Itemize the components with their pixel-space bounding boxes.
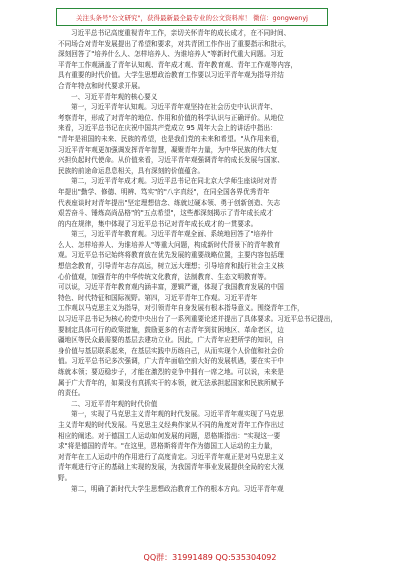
paragraph-line: 想信念教育，引导青年志存高远，树立远大理想；引导培育和践行社会主义核	[58, 262, 284, 271]
paragraph-line: 青年观进行守正的基础上实现的发展，为我国青年事业发展提供全局的宏大视	[58, 463, 284, 472]
paragraph-line: 练就本领；要迈稳步子，才能在激烈的竞争中拥有一席之地。可以说，未来是	[58, 368, 284, 376]
contact-footer: QQ群：31991489 QQ:535304092	[143, 553, 277, 562]
paragraph-line: 特色、时代特征和国际视野。第四，习近平青年工作观。习近平青年	[58, 293, 258, 302]
paragraph-line: 观。习近平总书记始终将教育放在优先发展的重要战略位置，主要内容包括理	[58, 251, 284, 260]
paragraph-line: 第三，习近平青年教育观。习近平青年观全面、系统地回答了"培养什	[71, 230, 274, 239]
paragraph-line: 深刻回答了"培养什么人、怎样培养人、为谁培养人"等新时代重大问题。习近	[58, 50, 284, 59]
paragraph-line: 第二，明确了新时代大学生思想政治教育工作的根本方向。习近平青年观	[71, 484, 284, 493]
paragraph-line: 考察青年，形成了对青年的地位、作用和价值的科学认识与正确评价。从地位	[58, 113, 284, 122]
paragraph-line: 第一，习近平青年认知观。习近平青年观坚持在社会历史中认识青年、	[71, 103, 277, 112]
paragraph-line: 合青年特点和时代要求开展。	[58, 81, 145, 90]
paragraph-line: 第二，习近平青年成才观。习近平总书记在同北京大学师生座谈时对青	[71, 177, 277, 186]
paragraph-line: 属于广大青年的，如果没有真抓实干的本领，就无法承担起国家和民族所赋予	[58, 378, 284, 387]
paragraph-line: 兴担负起时代使命。从价值来看，习近平青年观强调青年的成长发展与国家、	[58, 156, 284, 165]
paragraph-line: 的责任。	[58, 389, 85, 398]
paragraph-line: 野。	[58, 473, 72, 482]
paragraph-line: 民族的前途命运息息相关，具有深刻的价值蕴含。	[58, 166, 205, 175]
paragraph-line: 心价值观，加强青年的中华传统文化教育，法制教育、生态文明教育等。	[58, 272, 271, 281]
paragraph-line: 第一，实现了马克思主义青年观的时代发展。习近平青年观实现了马克思	[71, 410, 284, 419]
paragraph-line: 求"将是德国的青年。"在这里，恩格斯将青年作为德国工人运动的主力量，	[58, 442, 277, 451]
paragraph-line: 的内在规律，集中体现了习近平总书记对青年成长成才的一贯要求。	[58, 219, 258, 228]
paragraph-line: 平青年工作观涵盖了青年认知观、青年成才观、青年教育观、青年工作观等内容，	[58, 60, 298, 69]
paragraph-line: 具有重要的时代价值。大学生思想政治教育工作要以习近平青年观为指导并结	[58, 71, 284, 80]
paragraph-line: 习近平总书记高度重视青年工作，亲切关怀青年的成长成才，在不同时间、	[71, 29, 291, 37]
paragraph-line: 相应的阐述。对于德国工人运动如何发展的问题，恩格斯指出："实现这一要	[58, 431, 281, 440]
paragraph-line: 不同场合对青年发展提出了希望和要求，对共青团工作作出了重要指示和批示，	[58, 39, 291, 48]
paragraph-line: 一、习近平青年观的核心要义	[71, 92, 158, 101]
paragraph-line: 代表座谈时对青年提出"坚定理想信念、练就过硬本领、勇于创新创造、矢志	[58, 198, 281, 207]
paragraph-line: 来看，习近平总书记在庆祝中国共产党成立 95 周年大会上的讲话中指出：	[58, 124, 277, 133]
paragraph-line: 么人、怎样培养人、为谁培养人"等重大问题，构成新时代背景下的青年教育	[58, 240, 281, 249]
document-body	[58, 28, 350, 494]
paragraph-line: 可以说，习近平青年教育观内涵丰富，逻辑严谨，体现了我国教育发展的中国	[58, 283, 284, 292]
paragraph-line: 疆地区等民众最需要的基层去建功立业。因此，广大青年应把所学的知识，自	[58, 336, 284, 345]
paragraph-line: 对青年在工人运动中的作用进行了高度肯定。习近平青年观正是对马克思主义	[58, 452, 284, 461]
promo-banner: 关注头条号"公文研究"，获得最新最全最专业的公文资料库！ 微信：gongwenyj	[56, 8, 328, 26]
paragraph-line: 习近平青年观更加强调发挥青年智慧，凝聚青年力量，为中华民族的伟大复	[58, 145, 278, 154]
paragraph-line: 值。习近平总书记多次强调，广大青年面临空前大好的发展机遇，要在实干中	[58, 357, 284, 366]
paragraph-line: 艰苦奋斗、锤炼高尚品格"的"五点希望"，这些都深刻揭示了青年成长成才	[58, 209, 274, 218]
paragraph-line: "青年是祖国的未来、民族的希望，也是我们党的未来和希望。"从作用来看，	[58, 134, 284, 143]
paragraph-line: 主义青年观的时代发展。马克思主义经典作家从不同的角度对青年工作作出过	[58, 420, 284, 429]
paragraph-line: 工作观以马克思主义为指导，对引领青年自身发展有根本指导意义。围绕青年工作，	[58, 304, 304, 313]
paragraph-line: 二、习近平青年观的时代价值	[71, 399, 158, 408]
paragraph-line: 身价值与基层联系起来，在基层实践中历练自己，从而实现个人价值和社会价	[58, 346, 284, 355]
paragraph-line: 年提出"勤学、修德、明辨、笃实"的"八字真经"，在同全国各界优秀青年	[58, 187, 270, 196]
paragraph-line: 要制定具体可行的政策措施，鼓励更多的有志青年到贫困地区、革命老区，边	[58, 325, 284, 334]
paragraph-line: 以习近平总书记为核心的党中央出台了一系列重要论述并提出了具体要求。习近平总书记提出，	[58, 315, 338, 324]
